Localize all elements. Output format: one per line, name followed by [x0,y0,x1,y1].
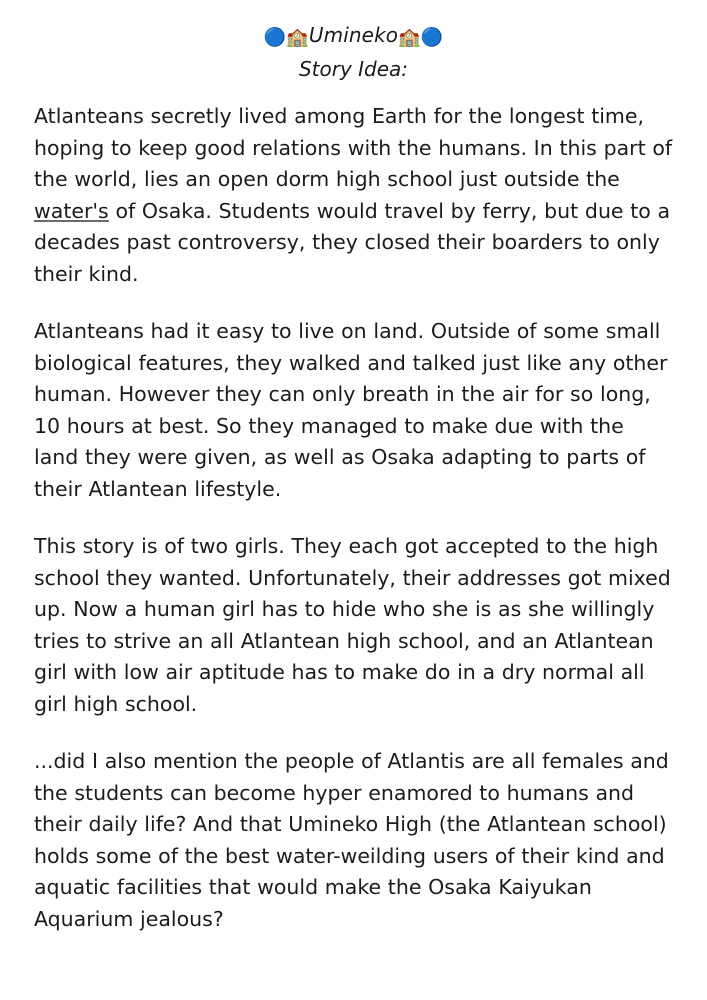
paragraph-1-underlined-word: water's [34,198,109,223]
bubble-school-left-icon: 🔵🏫 [263,27,309,48]
document-title [34,22,673,51]
paragraph-1-lead: Atlanteans secretly lived among Earth for the longest time, hoping to keep good relations with the humans. In this part of the world, lies an open dorm high school just outside the [34,104,673,191]
document-title-text: Umineko [308,23,399,47]
paragraph-4: ...did I also mention the people of Atlantis are all females and the students can become hyper enamored to humans and their daily life? And that Umineko High (the Atlantean school) holds some of the best water-weilding users of their kind and aquatic facilities that would make the Osaka Kaiyukan Aquarium jealous? [34,749,669,931]
paragraph-2: Atlanteans had it easy to live on land. Outside of some small biological features, they walked and talked just like any other human. However they can only breath in the air for so long, 10 hours at best. So they managed to make due with the land they were given, as well as Osaka adapting to parts of their Atlantean lifestyle. [34,319,668,501]
title-block [34,22,673,83]
school-bubble-right-icon: 🏫🔵 [398,27,444,48]
paragraph-1 [34,101,673,290]
paragraph-1-tail: of Osaka. Students would travel by ferry, but due to a decades past controversy, they closed their boarders to only their kind. [34,198,671,286]
document-subtitle: Story Idea: [298,57,409,81]
document-body [34,101,673,935]
paragraph-3: This story is of two girls. They each got accepted to the high school they wanted. Unfortunately, their addresses got mixed up. Now a human girl has to hide who she is as she willingly tries to strive an all Atlantean high school, and an Atlantean girl with low air aptitude has to make do in a dry normal all girl high school. [34,534,671,716]
